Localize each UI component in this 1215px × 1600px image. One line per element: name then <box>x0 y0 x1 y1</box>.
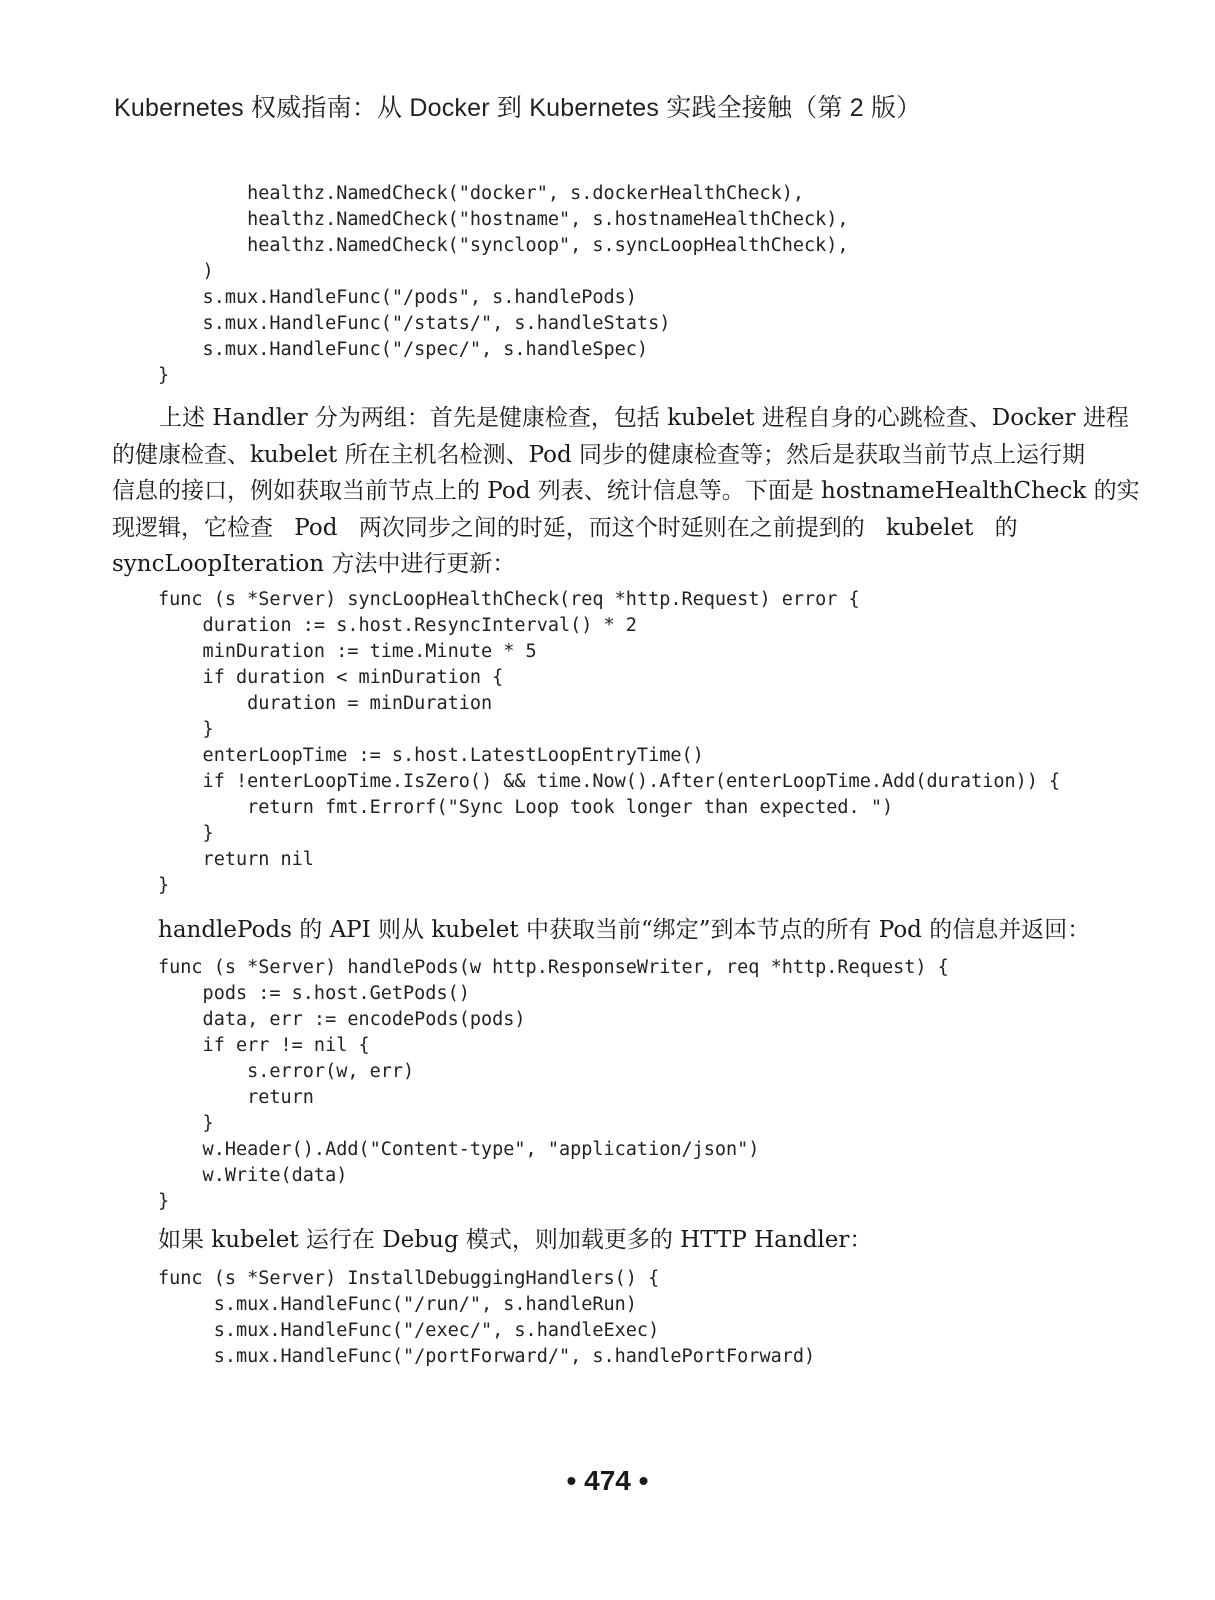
code-line: s.mux.HandleFunc("/exec/", s.handleExec) <box>158 1320 660 1341</box>
paragraph-line: 上述 Handler 分为两组：首先是健康检查，包括 kubelet 进程自身的心跳检查、Docker 进程 <box>159 405 1129 431</box>
code-line: healthz.NamedCheck("docker", s.dockerHealthCheck), <box>158 183 805 204</box>
code-line: if err != nil { <box>158 1035 370 1056</box>
code-line: healthz.NamedCheck("syncloop", s.syncLoopHealthCheck), <box>158 235 849 256</box>
code-line: } <box>158 1113 214 1134</box>
paragraph-line: handlePods 的 API 则从 kubelet 中获取当前“绑定”到本节点的所有 Pod 的信息并返回： <box>158 917 1091 943</box>
paragraph-line: 信息的接口，例如获取当前节点上的 Pod 列表、统计信息等。下面是 hostnameHealthCheck 的实 <box>112 478 1140 504</box>
code-line: return <box>158 1087 314 1108</box>
paragraph-handler-groups <box>112 400 1140 583</box>
code-line: duration := s.host.ResyncInterval() * 2 <box>158 615 637 636</box>
paragraph-handle-pods <box>158 912 1091 949</box>
code-line: s.mux.HandleFunc("/pods", s.handlePods) <box>158 287 637 308</box>
code-line: } <box>158 719 214 740</box>
paragraph-line: 现逻辑，它检查 Pod 两次同步之间的时延，而这个时延则在之前提到的 kubelet 的 <box>112 514 1018 541</box>
code-block-register-handlers <box>158 181 849 389</box>
running-header: Kubernetes 权威指南：从 Docker 到 Kubernetes 实践全接触（第 2 版） <box>114 94 922 122</box>
code-line: minDuration := time.Minute * 5 <box>158 641 537 662</box>
code-line: } <box>158 1191 170 1212</box>
code-line: s.mux.HandleFunc("/run/", s.handleRun) <box>158 1294 637 1315</box>
code-line: return fmt.Errorf("Sync Loop took longer than expected. ") <box>158 797 894 818</box>
code-line: data, err := encodePods(pods) <box>158 1009 526 1030</box>
code-line: s.mux.HandleFunc("/portForward/", s.handlePortForward) <box>158 1346 816 1367</box>
paragraph-line: syncLoopIteration 方法中进行更新： <box>112 551 516 577</box>
code-line: if duration < minDuration { <box>158 667 504 688</box>
code-line: func (s *Server) syncLoopHealthCheck(req *http.Request) error { <box>158 589 860 610</box>
code-block-handle-pods <box>158 955 949 1215</box>
code-line: } <box>158 875 170 896</box>
paragraph-line: 的健康检查、kubelet 所在主机名检测、Pod 同步的健康检查等；然后是获取当前节点上运行期 <box>112 441 1086 468</box>
code-line: s.mux.HandleFunc("/spec/", s.handleSpec) <box>158 339 649 360</box>
code-line: duration = minDuration <box>158 693 493 714</box>
code-line: if !enterLoopTime.IsZero() && time.Now().After(enterLoopTime.Add(duration)) { <box>158 771 1061 792</box>
paragraph-line: 如果 kubelet 运行在 Debug 模式，则加载更多的 HTTP Handler： <box>158 1227 873 1253</box>
page-number: • 474 • <box>566 1465 649 1496</box>
code-line: return nil <box>158 849 314 870</box>
code-line: w.Header().Add("Content-type", "application/json") <box>158 1139 760 1160</box>
code-block-install-debugging-handlers <box>158 1266 815 1370</box>
code-line: pods := s.host.GetPods() <box>158 983 470 1004</box>
code-line: func (s *Server) handlePods(w http.ResponseWriter, req *http.Request) { <box>158 957 949 978</box>
code-line: w.Write(data) <box>158 1165 348 1186</box>
code-line: func (s *Server) InstallDebuggingHandlers() { <box>158 1268 660 1289</box>
code-line: healthz.NamedCheck("hostname", s.hostnameHealthCheck), <box>158 209 849 230</box>
code-line: enterLoopTime := s.host.LatestLoopEntryTime() <box>158 745 704 766</box>
code-line: } <box>158 823 214 844</box>
code-line: s.mux.HandleFunc("/stats/", s.handleStats) <box>158 313 671 334</box>
paragraph-debug-mode <box>158 1222 1078 1259</box>
code-line: ) <box>158 261 214 282</box>
code-line: s.error(w, err) <box>158 1061 415 1082</box>
code-line: } <box>158 365 170 386</box>
code-block-sync-loop-health-check <box>158 587 1060 899</box>
